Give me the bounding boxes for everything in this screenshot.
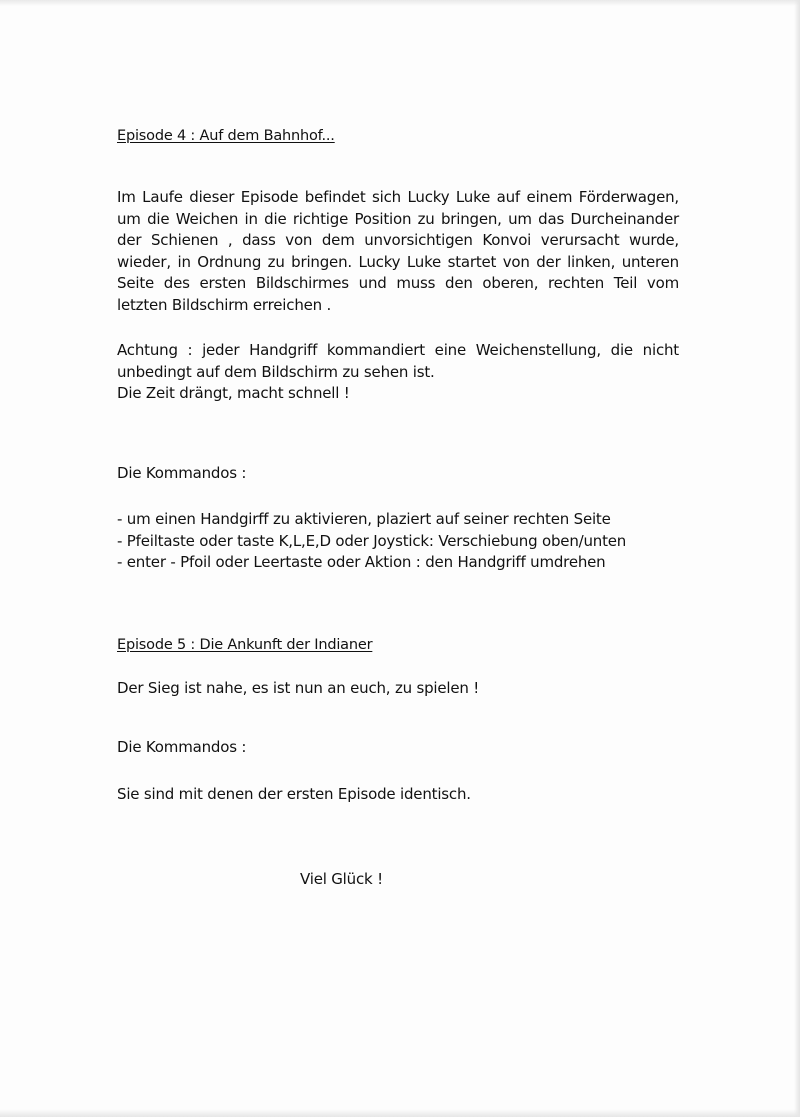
command-item: - enter - Pfoil oder Leertaste oder Aktion : den Handgriff umdrehen — [117, 553, 606, 571]
command-item: - um einen Handgirff zu aktivieren, plaziert auf seiner rechten Seite — [117, 510, 611, 528]
scan-edge-top — [0, 0, 800, 6]
paragraph-line: Achtung : jeder Handgriff kommandiert eine Weichenstellung, die nicht — [117, 341, 679, 359]
paragraph-line: Seite des ersten Bildschirmes und muss den oberen, rechten Teil vom — [117, 274, 679, 292]
intro-text: Der Sieg ist nahe, es ist nun an euch, zu spielen ! — [117, 679, 480, 697]
paragraph-line: unbedingt auf dem Bildschirm zu sehen ist. — [117, 362, 435, 381]
command-item: - Pfeiltaste oder taste K,L,E,D oder Joystick: Verschiebung oben/unten — [117, 531, 627, 550]
closing-text: Viel Glück ! — [300, 870, 383, 888]
paragraph-line: Die Zeit drängt, macht schnell ! — [117, 384, 350, 402]
paragraph-line: der Schienen , dass von dem unvorsichtigen Konvoi verursacht wurde, — [117, 231, 679, 249]
episode-4-commands-heading — [117, 463, 679, 485]
paragraph-line: wieder, in Ordnung zu bringen. Lucky Luke startet von der linken, unteren — [117, 252, 679, 271]
scan-edge-right — [794, 0, 800, 1117]
episode-4-commands-list — [117, 509, 679, 574]
commands-text: Sie sind mit denen der ersten Episode identisch. — [117, 785, 471, 803]
scan-edge-bottom — [0, 1109, 800, 1117]
episode-4-heading: Episode 4 : Auf dem Bahnhof... — [117, 128, 335, 144]
commands-heading-text: Die Kommandos : — [117, 738, 247, 756]
episode-5-heading: Episode 5 : Die Ankunft der Indianer — [117, 637, 373, 653]
paragraph-line: um die Weichen in die richtige Position zu bringen, um das Durcheinander — [117, 209, 679, 228]
episode-5-commands-heading — [117, 737, 679, 759]
episode-4-description — [117, 187, 679, 316]
episode-5-commands-text — [117, 784, 679, 806]
episode-5-intro — [117, 678, 679, 700]
paragraph-line: Im Laufe dieser Episode befindet sich Lucky Luke auf einem Förderwagen, — [117, 188, 679, 206]
paragraph-line: letzten Bildschirm erreichen . — [117, 295, 332, 314]
commands-heading-text: Die Kommandos : — [117, 464, 247, 482]
episode-4-warning — [117, 340, 679, 405]
